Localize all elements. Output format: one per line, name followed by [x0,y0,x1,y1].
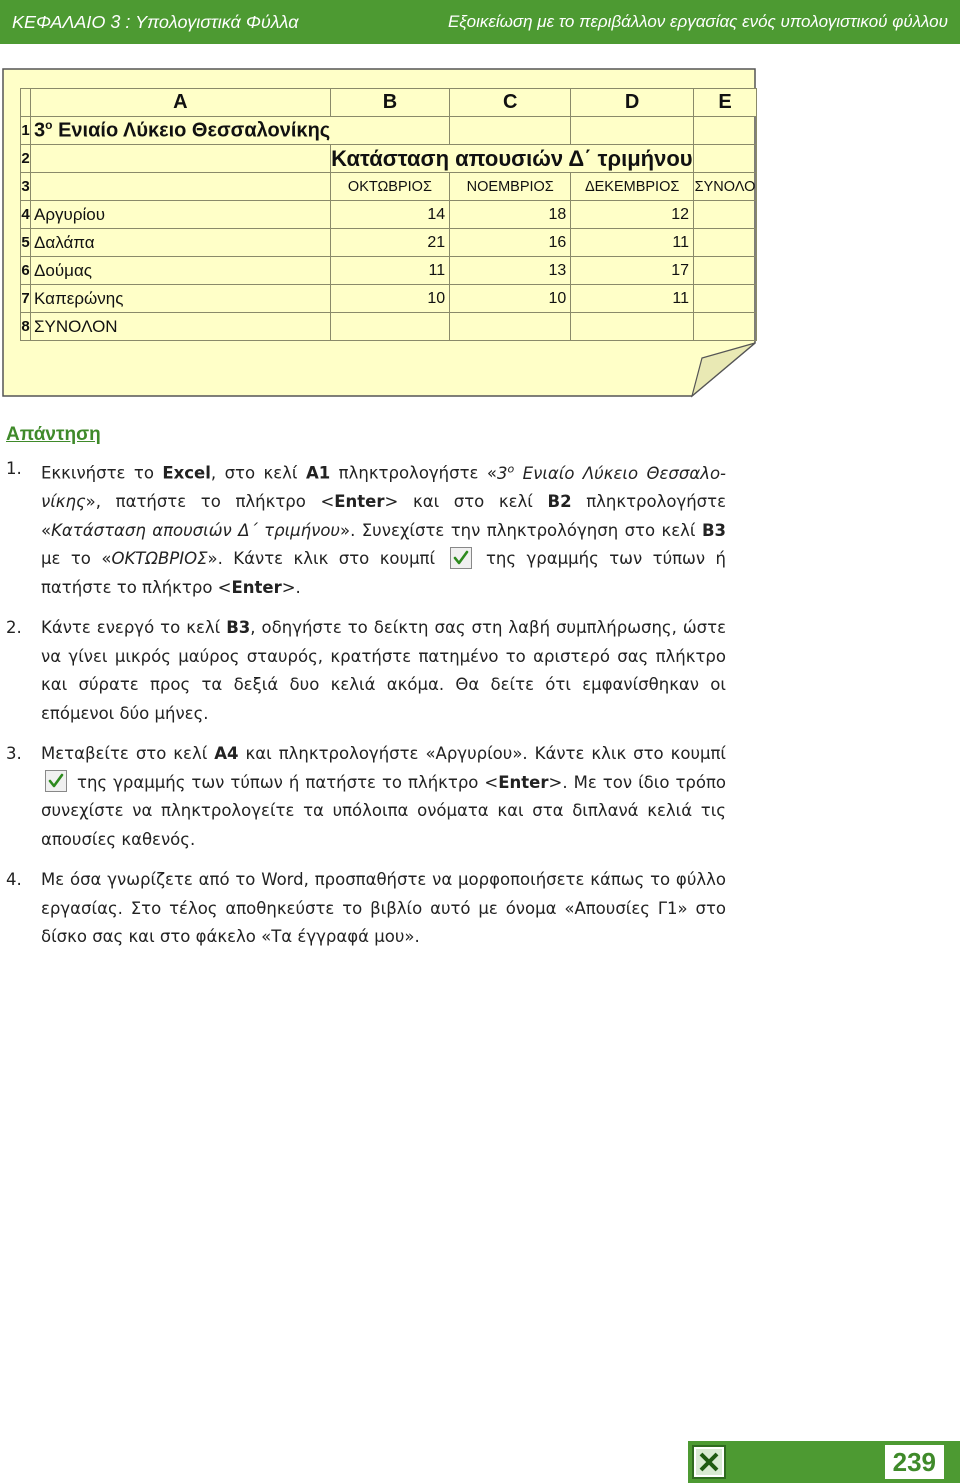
cell-a3[interactable] [31,173,331,201]
absence-value[interactable]: 16 [450,229,571,257]
step-3 [4,740,726,854]
step-number: 4. [6,870,22,889]
cell-d1[interactable] [571,117,694,145]
total-cell[interactable] [694,313,757,341]
absence-value[interactable]: 13 [450,257,571,285]
spreadsheet-table [20,88,757,341]
total-cell[interactable] [694,257,757,285]
excel-icon [692,1445,726,1479]
step-text: Με όσα γνωρίζετε από το Word, προσπαθήστε να μορφοποιήσετε κάπως το φύλλο εργασίας. Στο τέλος αποθηκεύστε το βιβλίο αυτό με όνομα «Απουσίες Γ1» στο δίσκο σας και στο φάκελο «Τα έγγραφά μου». [41,870,726,946]
column-header-b[interactable]: B [330,89,449,117]
student-name[interactable]: Αργυρίου [31,201,331,229]
column-header-e[interactable]: E [694,89,757,117]
absence-value[interactable]: 11 [571,285,694,313]
cell-d3-month[interactable]: ΔΕΚΕΜΒΡΙΟΣ [571,173,694,201]
row-number[interactable]: 8 [21,313,31,341]
student-name[interactable]: Δαλάπα [31,229,331,257]
absence-value[interactable]: 11 [571,229,694,257]
step-4 [4,866,726,952]
cell-a1[interactable] [31,117,331,145]
answer-steps [4,455,726,964]
step-2 [4,614,726,728]
cell-e3-total[interactable]: ΣΥΝΟΛΟ [694,173,757,201]
step-text: Μεταβείτε στο κελί A4 και πληκτρολογήστε «Αργυρίου». Κάντε κλικ στο κουμπί της γραμμής των τύπων ή πατήστε το πλήκτρο <Enter>. Με τον ίδιο τρόπο συνεχίστε να πληκτρολογείτε τα υπόλοιπα ονόματα και στα διπλανά κελιά τις απουσίες καθενός. [41,744,727,849]
student-name[interactable]: Καπερώνης [31,285,331,313]
spreadsheet-note [2,68,757,398]
row-number[interactable]: 6 [21,257,31,285]
enter-checkmark-icon [450,547,472,569]
cell-a2[interactable] [31,145,331,173]
step-number: 1. [6,459,22,478]
step-number: 3. [6,744,22,763]
chapter-title: ΚΕΦΑΛΑΙΟ 3 : Υπολογιστικά Φύλλα [12,11,299,32]
cell-e1[interactable] [694,117,757,145]
school-title: $3^o$ Ενιαίο Λύκειο Θεσσαλονίκης [34,118,331,142]
total-label[interactable]: ΣΥΝΟΛΟΝ [31,313,331,341]
step-number: 2. [6,618,22,637]
row-number[interactable]: 5 [21,229,31,257]
absence-value[interactable]: 10 [450,285,571,313]
section-title: Εξοικείωση με το περιβάλλον εργασίας ενός υπολογιστικού φύλλου [447,12,948,31]
column-header-d[interactable]: D [571,89,694,117]
absence-value[interactable]: 11 [330,257,449,285]
row-number[interactable]: 3 [21,173,31,201]
enter-checkmark-icon [45,770,67,792]
answer-heading: Απάντηση [6,424,101,445]
column-header-c[interactable]: C [450,89,571,117]
absence-value[interactable]: 18 [450,201,571,229]
absence-value[interactable]: 12 [571,201,694,229]
cell-e2[interactable] [694,145,757,173]
cell-b3-month[interactable]: ΟΚΤΩΒΡΙΟΣ [330,173,449,201]
row-number[interactable]: 2 [21,145,31,173]
cell-b1[interactable] [330,117,449,145]
total-cell[interactable] [571,313,694,341]
total-cell[interactable] [450,313,571,341]
absence-value[interactable]: 10 [330,285,449,313]
total-cell[interactable] [330,313,449,341]
row-number[interactable]: 7 [21,285,31,313]
step-text: Εκκινήστε το Excel, στο κελί A1 πληκτρολογήστε «$3^o$ Ενιαίο Λύκειο Θεσσαλο-νίκης», πατήστε το πλήκτρο <Enter> και στο κελί B2 πληκτρολογήστε «Κατάσταση απουσιών Δ΄ τριμήνου». Συνεχίστε την πληκτρολόγηση στο κελί B3 με το «ΟΚΤΩΒΡΙΟΣ». Κάντε κλικ στο κουμπί της γραμμής των τύπων ή πατήστε το πλήκτρο <Enter>. [41,462,727,597]
cell-b2-absence-title[interactable]: Κατάσταση απουσιών Δ΄ τριμήνου [331,145,693,171]
total-cell[interactable] [694,229,757,257]
total-cell[interactable] [694,285,757,313]
absence-value[interactable]: 21 [330,229,449,257]
row-number[interactable]: 1 [21,117,31,145]
student-name[interactable]: Δούμας [31,257,331,285]
total-cell[interactable] [694,201,757,229]
cell-c1[interactable] [450,117,571,145]
chapter-header [0,0,960,44]
step-1 [4,455,726,602]
absence-value[interactable]: 17 [571,257,694,285]
absence-value[interactable]: 14 [330,201,449,229]
cell-c3-month[interactable]: ΝΟΕΜΒΡΙΟΣ [450,173,571,201]
row-number[interactable]: 4 [21,201,31,229]
corner-cell[interactable] [21,89,31,117]
step-text: Κάντε ενεργό το κελί B3, οδηγήστε το δείκτη σας στη λαβή συμπλήρωσης, ώστε να γίνει μικρός μαύρος σταυρός, κρατήστε πατημένο το αριστερό σας πλήκτρο και σύρατε προς τα δεξιά δυο κελιά ακόμα. Θα δείτε ότι εμφανίσθηκαν οι επόμενοι δύο μήνες. [41,618,726,723]
page-number: 239 [885,1445,944,1479]
column-header-a[interactable]: A [31,89,331,117]
page-footer [688,1441,960,1483]
